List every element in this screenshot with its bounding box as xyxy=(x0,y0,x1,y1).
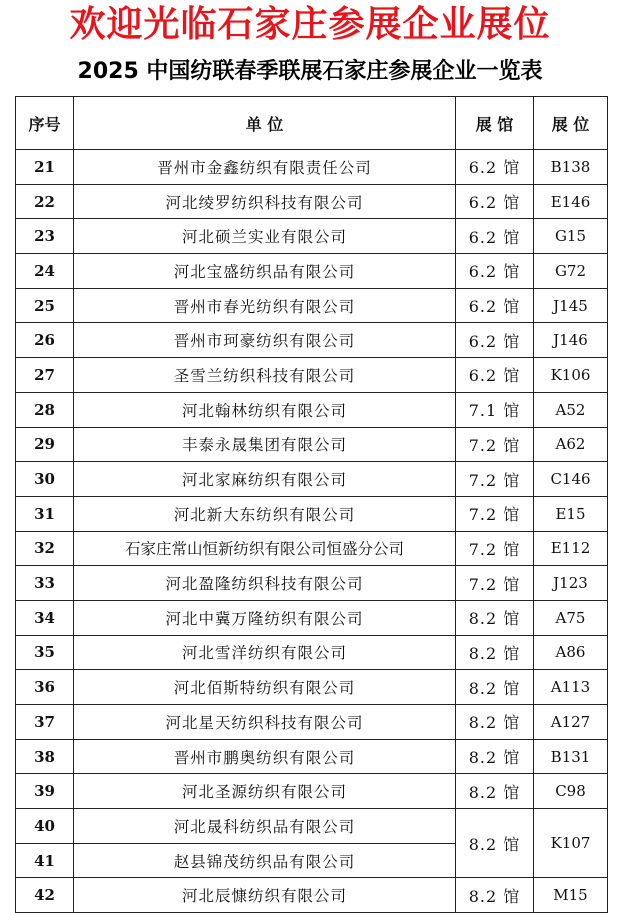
hall-number: 8.2 馆 xyxy=(456,635,534,670)
company-name: 晋州市金鑫纺织有限责任公司 xyxy=(74,150,456,185)
booth-number: C98 xyxy=(534,774,608,809)
booth-number: G72 xyxy=(534,254,608,289)
column-header-booth: 展 位 xyxy=(534,97,608,150)
table-row xyxy=(16,462,608,497)
company-name: 河北辰慷纺织有限公司 xyxy=(74,878,456,913)
table-row xyxy=(16,600,608,635)
table-row xyxy=(16,427,608,462)
hall-number: 7.2 馆 xyxy=(456,427,534,462)
column-header-hall: 展 馆 xyxy=(456,97,534,150)
booth-number: E15 xyxy=(534,496,608,531)
company-name: 石家庄常山恒新纺织有限公司恒盛分公司 xyxy=(74,531,456,566)
row-number: 37 xyxy=(16,705,74,740)
row-number: 21 xyxy=(16,150,74,185)
table-row xyxy=(16,496,608,531)
row-number: 33 xyxy=(16,566,74,601)
booth-number: A75 xyxy=(534,600,608,635)
booth-number: C146 xyxy=(534,462,608,497)
booth-number: A52 xyxy=(534,392,608,427)
table-row xyxy=(16,809,608,844)
hall-number: 7.1 馆 xyxy=(456,392,534,427)
hall-number: 6.2 馆 xyxy=(456,150,534,185)
row-number: 36 xyxy=(16,670,74,705)
hall-number: 6.2 馆 xyxy=(456,254,534,289)
hall-number: 7.2 馆 xyxy=(456,531,534,566)
table-row xyxy=(16,323,608,358)
row-number: 23 xyxy=(16,219,74,254)
row-number: 24 xyxy=(16,254,74,289)
table-row xyxy=(16,184,608,219)
table-row xyxy=(16,150,608,185)
company-name: 晋州市珂豪纺织有限公司 xyxy=(74,323,456,358)
hall-number: 8.2 馆 xyxy=(456,705,534,740)
row-number: 32 xyxy=(16,531,74,566)
company-name: 河北硕兰实业有限公司 xyxy=(74,219,456,254)
booth-number: J146 xyxy=(534,323,608,358)
table-row xyxy=(16,358,608,393)
company-name: 河北宝盛纺织品有限公司 xyxy=(74,254,456,289)
company-name: 河北圣源纺织有限公司 xyxy=(74,774,456,809)
page-title: 2025 中国纺联春季联展石家庄参展企业一览表 xyxy=(77,59,543,84)
row-number: 22 xyxy=(16,184,74,219)
hall-number: 6.2 馆 xyxy=(456,288,534,323)
row-number: 35 xyxy=(16,635,74,670)
booth-number: G15 xyxy=(534,219,608,254)
hall-number: 8.2 馆 xyxy=(456,739,534,774)
company-name: 河北星天纺织科技有限公司 xyxy=(74,705,456,740)
row-number: 40 xyxy=(16,809,74,844)
exhibitor-table xyxy=(15,96,608,913)
hall-number: 6.2 馆 xyxy=(456,184,534,219)
table-header-row xyxy=(16,97,608,150)
hall-number: 8.2 馆 xyxy=(456,670,534,705)
booth-number: J145 xyxy=(534,288,608,323)
row-number: 42 xyxy=(16,878,74,913)
hall-number: 8.2 馆 xyxy=(456,774,534,809)
hall-number: 6.2 馆 xyxy=(456,358,534,393)
table-row xyxy=(16,392,608,427)
row-number: 34 xyxy=(16,600,74,635)
booth-number: E112 xyxy=(534,531,608,566)
hall-number: 6.2 馆 xyxy=(456,219,534,254)
row-number: 39 xyxy=(16,774,74,809)
table-row xyxy=(16,670,608,705)
company-name: 河北盈隆纺织科技有限公司 xyxy=(74,566,456,601)
company-name: 河北中冀万隆纺织有限公司 xyxy=(74,600,456,635)
hall-number: 7.2 馆 xyxy=(456,496,534,531)
company-name: 晋州市鹏奥纺织有限公司 xyxy=(74,739,456,774)
row-number: 31 xyxy=(16,496,74,531)
table-row xyxy=(16,774,608,809)
company-name: 河北晟科纺织品有限公司 xyxy=(74,809,456,844)
booth-number: E146 xyxy=(534,184,608,219)
booth-number: B131 xyxy=(534,739,608,774)
hall-number: 7.2 馆 xyxy=(456,462,534,497)
company-name: 河北翰林纺织有限公司 xyxy=(74,392,456,427)
row-number: 41 xyxy=(16,843,74,878)
table-row xyxy=(16,878,608,913)
table-row xyxy=(16,219,608,254)
booth-number: B138 xyxy=(534,150,608,185)
booth-number: A127 xyxy=(534,705,608,740)
hall-number: 8.2 馆 xyxy=(456,809,534,878)
table-row xyxy=(16,739,608,774)
hall-number: 8.2 馆 xyxy=(456,600,534,635)
row-number: 25 xyxy=(16,288,74,323)
table-row xyxy=(16,566,608,601)
table-row xyxy=(16,705,608,740)
booth-number: J123 xyxy=(534,566,608,601)
company-name: 晋州市春光纺织有限公司 xyxy=(74,288,456,323)
row-number: 28 xyxy=(16,392,74,427)
company-name: 赵县锦茂纺织品有限公司 xyxy=(74,843,456,878)
column-header-number: 序号 xyxy=(16,97,74,150)
company-name: 河北家麻纺织有限公司 xyxy=(74,462,456,497)
row-number: 38 xyxy=(16,739,74,774)
hall-number: 6.2 馆 xyxy=(456,323,534,358)
row-number: 30 xyxy=(16,462,74,497)
booth-number: K106 xyxy=(534,358,608,393)
table-row xyxy=(16,288,608,323)
row-number: 26 xyxy=(16,323,74,358)
booth-number: A62 xyxy=(534,427,608,462)
company-name: 丰泰永晟集团有限公司 xyxy=(74,427,456,462)
booth-number: A113 xyxy=(534,670,608,705)
company-name: 圣雪兰纺织科技有限公司 xyxy=(74,358,456,393)
company-name: 河北佰斯特纺织有限公司 xyxy=(74,670,456,705)
booth-number: K107 xyxy=(534,809,608,878)
table-row xyxy=(16,531,608,566)
company-name: 河北雪洋纺织有限公司 xyxy=(74,635,456,670)
table-row xyxy=(16,254,608,289)
booth-number: A86 xyxy=(534,635,608,670)
company-name: 河北绫罗纺织科技有限公司 xyxy=(74,184,456,219)
row-number: 29 xyxy=(16,427,74,462)
hall-number: 7.2 馆 xyxy=(456,566,534,601)
row-number: 27 xyxy=(16,358,74,393)
company-name: 河北新大东纺织有限公司 xyxy=(74,496,456,531)
column-header-company: 单 位 xyxy=(74,97,456,150)
table-row xyxy=(16,635,608,670)
booth-number: M15 xyxy=(534,878,608,913)
banner-title: 欢迎光临石家庄参展企业展位 xyxy=(69,4,551,45)
hall-number: 8.2 馆 xyxy=(456,878,534,913)
